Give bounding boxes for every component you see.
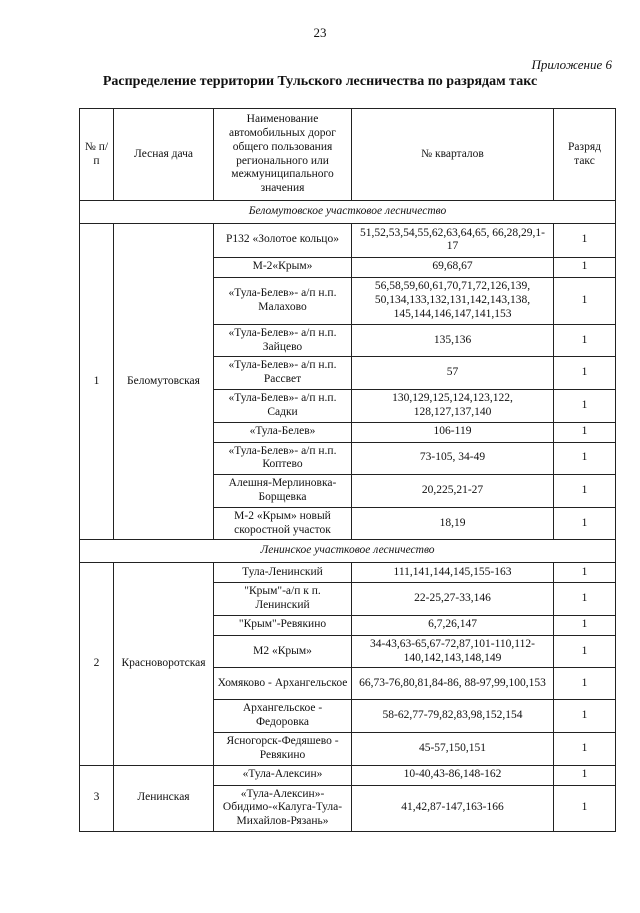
- header-road-name: Наименование автомобильных дорог общего пользования регионального или межмуниципального значения: [214, 109, 352, 201]
- tax-rank-cell: 1: [554, 257, 616, 277]
- quarters-cell: 41,42,87-147,163-166: [352, 785, 554, 831]
- forest-dacha-cell: Ленинская: [114, 765, 214, 831]
- quarters-cell: 57: [352, 357, 554, 390]
- tax-rank-cell: 1: [554, 583, 616, 616]
- row-number-cell: 2: [80, 563, 114, 765]
- tax-rank-cell: 1: [554, 324, 616, 357]
- tax-rank-cell: 1: [554, 223, 616, 257]
- road-name-cell: «Тула-Алексин»: [214, 765, 352, 785]
- quarters-cell: 69,68,67: [352, 257, 554, 277]
- quarters-cell: 20,225,21-27: [352, 475, 554, 508]
- road-name-cell: Ясногорск-Федяшево - Ревякино: [214, 732, 352, 765]
- quarters-cell: 73-105, 34-49: [352, 442, 554, 475]
- quarters-cell: 22-25,27-33,146: [352, 583, 554, 616]
- tax-rank-cell: 1: [554, 389, 616, 422]
- forest-rank-table: [79, 108, 616, 832]
- quarters-cell: 6,7,26,147: [352, 615, 554, 635]
- table-row: [80, 765, 616, 785]
- road-name-cell: «Тула-Белев»- а/п н.п. Садки: [214, 389, 352, 422]
- document-title: Распределение территории Тульского лесничества по разрядам такс: [102, 74, 538, 89]
- header-tax-rank: Разряд такс: [554, 109, 616, 201]
- table-row: [80, 563, 616, 583]
- quarters-cell: 58-62,77-79,82,83,98,152,154: [352, 700, 554, 733]
- tax-rank-cell: 1: [554, 785, 616, 831]
- road-name-cell: Хомяково - Архангельское: [214, 668, 352, 700]
- quarters-cell: 51,52,53,54,55,62,63,64,65, 66,28,29,1-17: [352, 223, 554, 257]
- tax-rank-cell: 1: [554, 732, 616, 765]
- tax-rank-cell: 1: [554, 615, 616, 635]
- tax-rank-cell: 1: [554, 357, 616, 390]
- tax-rank-cell: 1: [554, 475, 616, 508]
- road-name-cell: «Тула-Алексин»- Обидимо-«Калуга-Тула- Михайлов-Рязань»: [214, 785, 352, 831]
- road-name-cell: Архангельское - Федоровка: [214, 700, 352, 733]
- road-name-cell: М-2 «Крым» новый скоростной участок: [214, 507, 352, 540]
- section-header-row: [80, 540, 616, 563]
- table-row: [80, 223, 616, 257]
- quarters-cell: 135,136: [352, 324, 554, 357]
- forest-dacha-cell: Беломутовская: [114, 223, 214, 540]
- tax-rank-cell: 1: [554, 507, 616, 540]
- header-num: № п/п: [80, 109, 114, 201]
- road-name-cell: «Тула-Белев»- а/п н.п. Коптево: [214, 442, 352, 475]
- road-name-cell: «Тула-Белев»- а/п н.п. Малахово: [214, 277, 352, 324]
- quarters-cell: 18,19: [352, 507, 554, 540]
- road-name-cell: "Крым"-Ревякино: [214, 615, 352, 635]
- quarters-cell: 130,129,125,124,123,122, 128,127,137,140: [352, 389, 554, 422]
- road-name-cell: «Тула-Белев»- а/п н.п. Рассвет: [214, 357, 352, 390]
- tax-rank-cell: 1: [554, 422, 616, 442]
- tax-rank-cell: 1: [554, 442, 616, 475]
- header-forest-dacha: Лесная дача: [114, 109, 214, 201]
- road-name-cell: "Крым"-а/п к п. Ленинский: [214, 583, 352, 616]
- quarters-cell: 66,73-76,80,81,84-86, 88-97,99,100,153: [352, 668, 554, 700]
- table-body: [80, 201, 616, 832]
- tax-rank-cell: 1: [554, 277, 616, 324]
- section-name: Беломутовское участковое лесничество: [80, 201, 616, 224]
- page-number: 23: [313, 25, 327, 40]
- road-name-cell: Алешня-Мерлиновка- Борщевка: [214, 475, 352, 508]
- row-number-cell: 3: [80, 765, 114, 831]
- road-name-cell: М-2«Крым»: [214, 257, 352, 277]
- quarters-cell: 111,141,144,145,155-163: [352, 563, 554, 583]
- row-number-cell: 1: [80, 223, 114, 540]
- quarters-cell: 34-43,63-65,67-72,87,101-110,112- 140,142,143,148,149: [352, 635, 554, 668]
- section-name: Ленинское участковое лесничество: [80, 540, 616, 563]
- quarters-cell: 10-40,43-86,148-162: [352, 765, 554, 785]
- header-quarters: № кварталов: [352, 109, 554, 201]
- tax-rank-cell: 1: [554, 563, 616, 583]
- road-name-cell: Р132 «Золотое кольцо»: [214, 223, 352, 257]
- road-name-cell: «Тула-Белев»- а/п н.п. Зайцево: [214, 324, 352, 357]
- road-name-cell: М2 «Крым»: [214, 635, 352, 668]
- tax-rank-cell: 1: [554, 765, 616, 785]
- tax-rank-cell: 1: [554, 700, 616, 733]
- quarters-cell: 106-119: [352, 422, 554, 442]
- forest-dacha-cell: Красноворотская: [114, 563, 214, 765]
- appendix-label: Приложение 6: [531, 57, 612, 72]
- road-name-cell: Тула-Ленинский: [214, 563, 352, 583]
- quarters-cell: 56,58,59,60,61,70,71,72,126,139, 50,134,133,132,131,142,143,138, 145,144,146,147,141,153: [352, 277, 554, 324]
- quarters-cell: 45-57,150,151: [352, 732, 554, 765]
- section-header-row: [80, 201, 616, 224]
- tax-rank-cell: 1: [554, 668, 616, 700]
- tax-rank-cell: 1: [554, 635, 616, 668]
- road-name-cell: «Тула-Белев»: [214, 422, 352, 442]
